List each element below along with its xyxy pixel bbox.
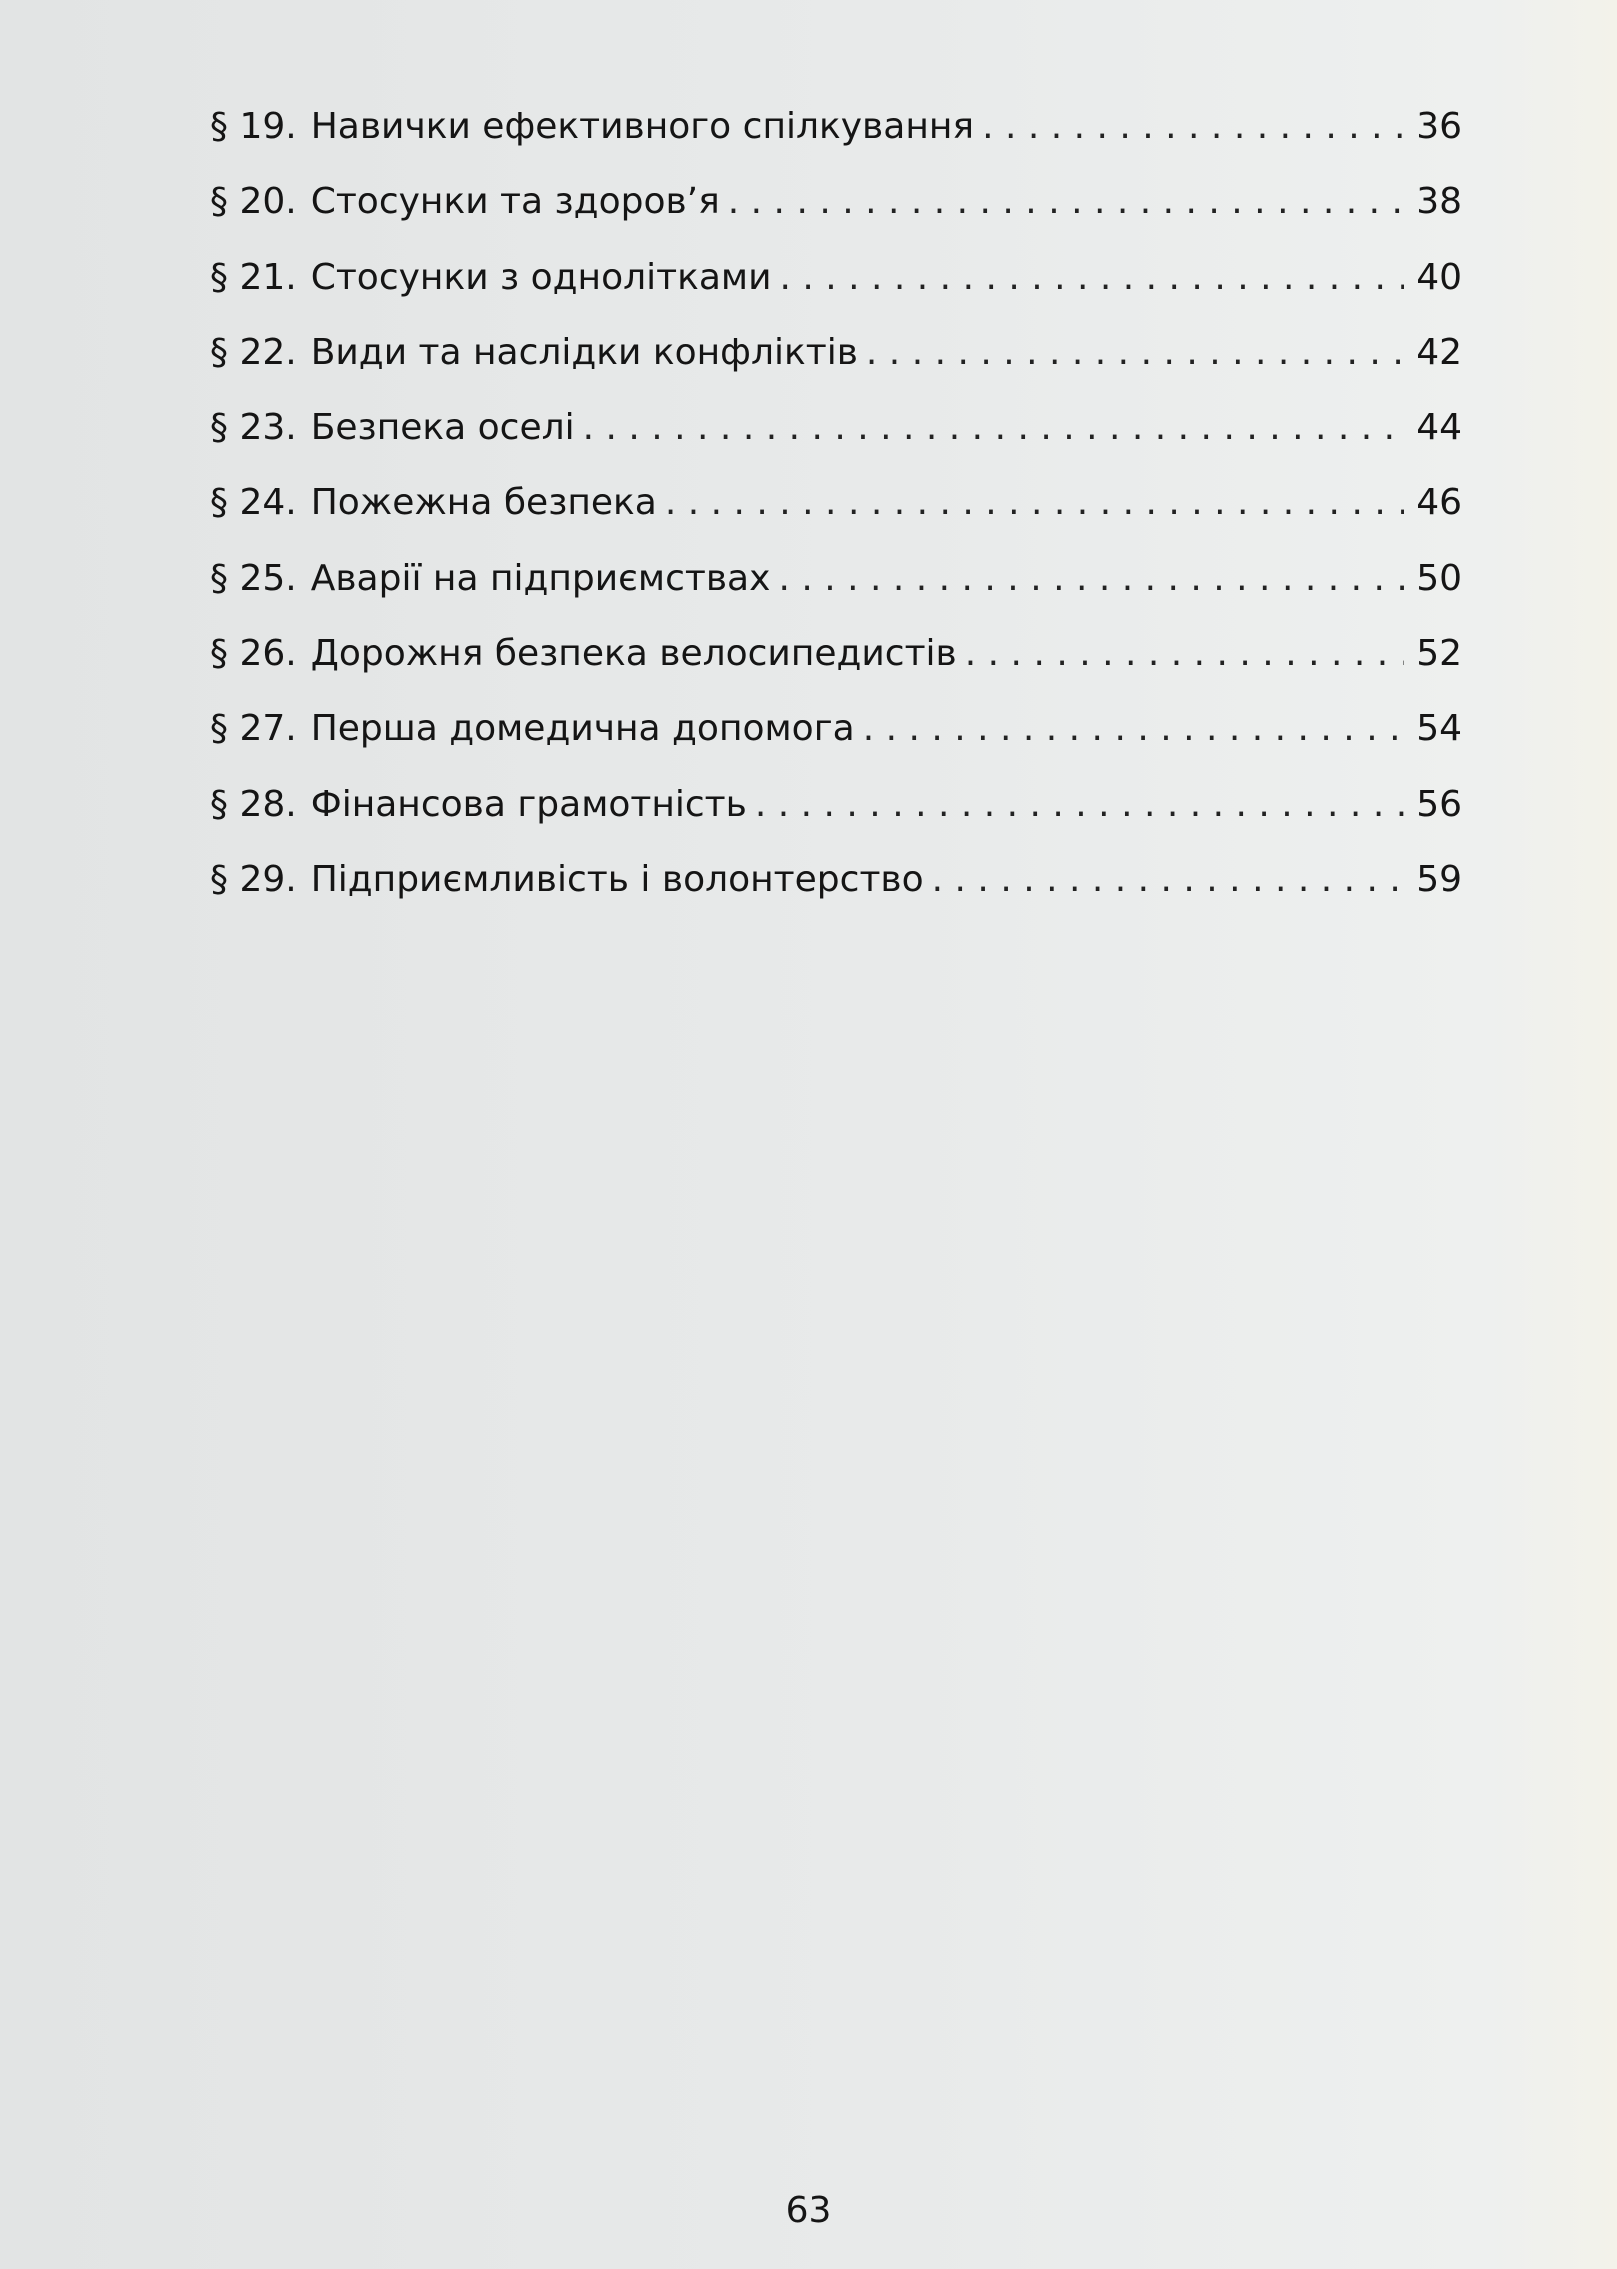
- toc-entry-title: Види та наслідки конфліктів: [310, 331, 858, 373]
- toc-entry-title: Навички ефективного спілкування: [310, 106, 975, 147]
- toc-entry: [210, 251, 1462, 326]
- toc-entry-page: 52: [1416, 633, 1462, 675]
- toc-dot-leader: [866, 326, 1404, 380]
- toc-entry-title: Пожежна безпека: [310, 482, 657, 524]
- toc-dot-leader: [779, 251, 1404, 305]
- toc-entry-page: 36: [1416, 106, 1462, 147]
- toc-entry-title: Безпека оселі: [310, 407, 575, 449]
- toc-entry: [210, 100, 1462, 175]
- toc-entry-number: § 25.: [210, 557, 297, 599]
- toc-entry-number: § 28.: [210, 783, 297, 825]
- toc-dot-leader: [665, 476, 1404, 530]
- toc-entry: [210, 552, 1462, 627]
- toc-entry: [210, 175, 1462, 250]
- toc-entry-page: 59: [1416, 858, 1462, 900]
- toc-entry-number: § 23.: [210, 407, 297, 449]
- toc-entry-page: 56: [1416, 783, 1462, 825]
- toc-entry-number: § 27.: [210, 708, 297, 750]
- toc-entry: [210, 702, 1462, 777]
- toc-entry-number: § 19.: [210, 106, 297, 147]
- toc-entry: [210, 476, 1462, 551]
- toc-entry-title: Стосунки та здоров’я: [310, 181, 720, 223]
- toc-entry-page: 42: [1416, 331, 1462, 373]
- toc-entry-page: 54: [1416, 708, 1462, 750]
- toc-entry: [210, 778, 1462, 853]
- toc-entry-number: § 24.: [210, 482, 297, 524]
- page-number: 63: [785, 2190, 832, 2231]
- toc-entry: [210, 627, 1462, 702]
- toc-dot-leader: [583, 401, 1404, 455]
- toc-dot-leader: [965, 627, 1404, 681]
- toc-entry-title: Фінансова грамотність: [310, 783, 747, 825]
- toc-dot-leader: [982, 100, 1404, 154]
- toc-dot-leader: [728, 175, 1404, 229]
- toc-entry-page: 40: [1416, 256, 1462, 298]
- toc-entry-title: Дорожня безпека велосипедистів: [310, 633, 957, 675]
- toc-dot-leader: [863, 702, 1404, 756]
- toc-entry-title: Стосунки з однолітками: [310, 256, 772, 298]
- table-of-contents: [210, 100, 1462, 928]
- toc-entry: [210, 326, 1462, 401]
- toc-entry-title: Підприємливість і волонтерство: [310, 858, 924, 900]
- toc-entry: [210, 853, 1462, 928]
- toc-dot-leader: [932, 853, 1404, 907]
- toc-entry: [210, 401, 1462, 476]
- toc-entry-page: 50: [1416, 557, 1462, 599]
- toc-dot-leader: [755, 778, 1404, 832]
- toc-entry-title: Аварії на підприємствах: [310, 557, 771, 599]
- toc-entry-title: Перша домедична допомога: [310, 708, 855, 750]
- toc-dot-leader: [778, 552, 1404, 606]
- toc-entry-page: 38: [1416, 181, 1462, 223]
- toc-entry-page: 44: [1416, 407, 1462, 449]
- toc-entry-page: 46: [1416, 482, 1462, 524]
- toc-entry-number: § 29.: [210, 858, 297, 900]
- toc-entry-number: § 26.: [210, 633, 297, 675]
- toc-entry-number: § 22.: [210, 331, 297, 373]
- toc-entry-number: § 21.: [210, 256, 297, 298]
- toc-entry-number: § 20.: [210, 181, 297, 223]
